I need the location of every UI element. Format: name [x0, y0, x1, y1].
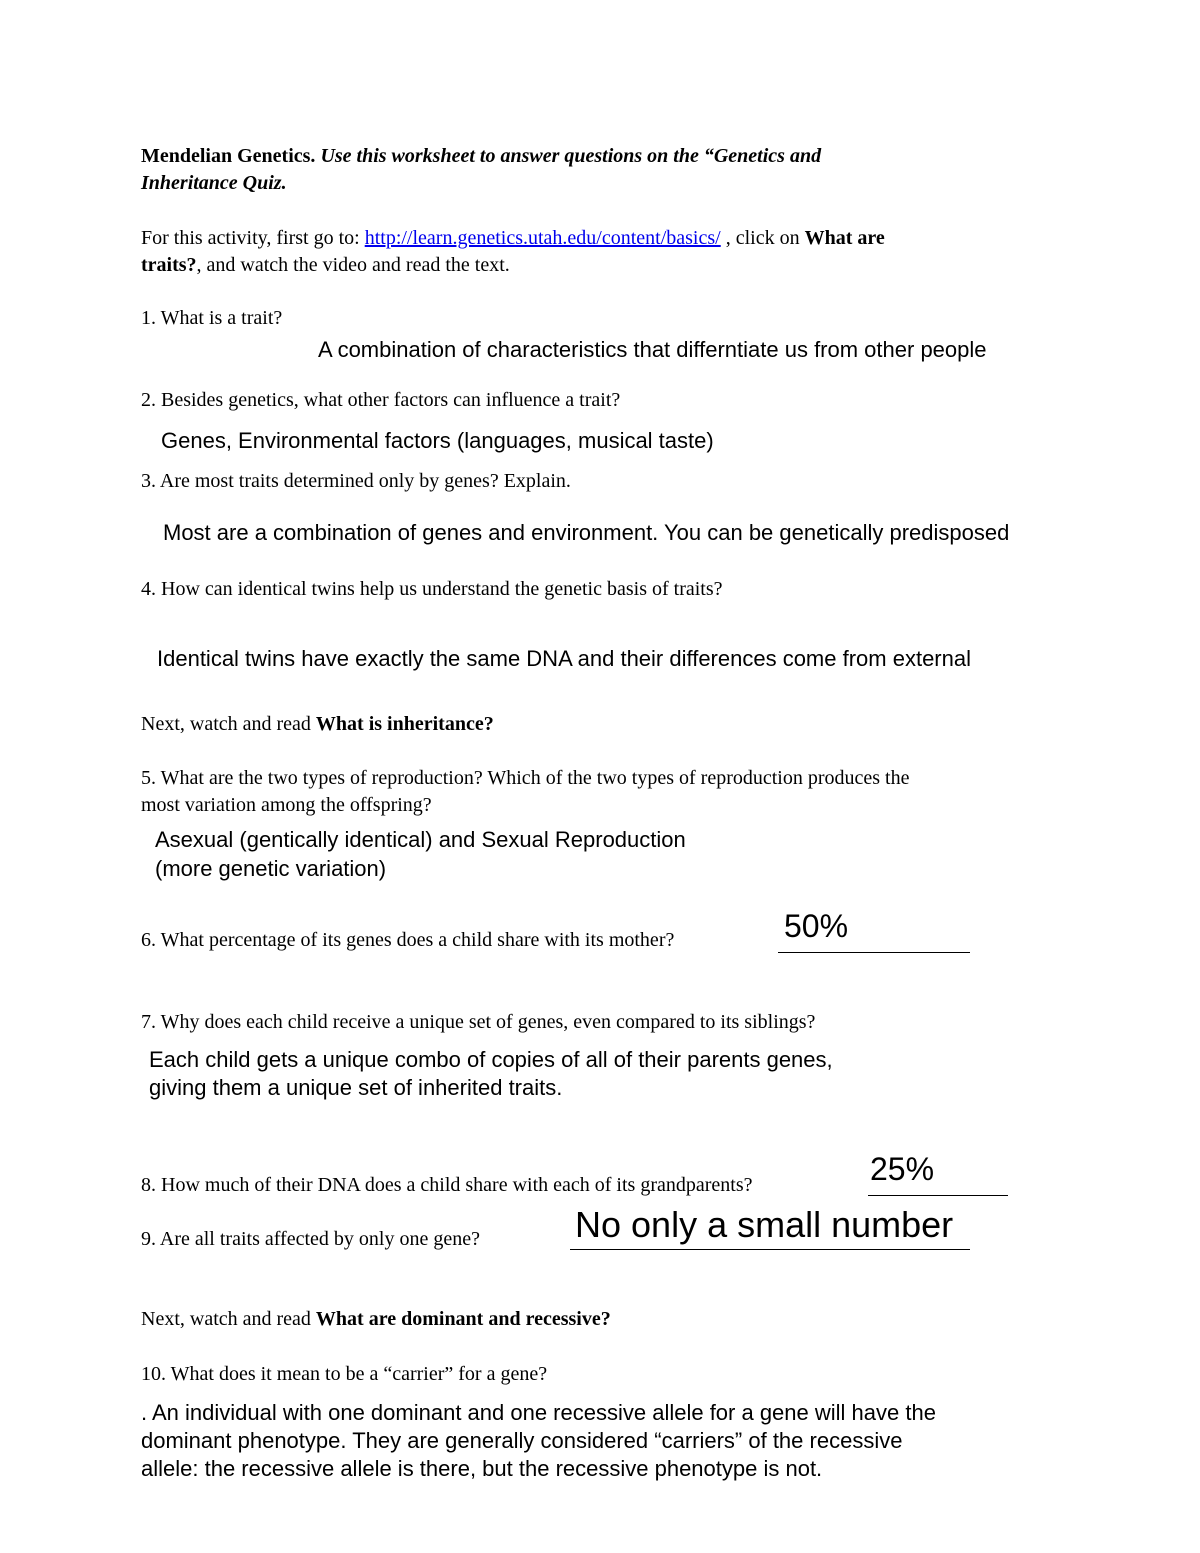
answer-6-underline — [778, 952, 970, 953]
answer-4: Identical twins have exactly the same DNA and their differences come from external — [157, 646, 971, 671]
question-5: 5. What are the two types of reproduction? Which of the two types of reproduction produces the — [141, 767, 910, 789]
answer-10: . An individual with one dominant and one recessive allele for a gene will have the — [141, 1400, 936, 1425]
answer-7-cont: giving them a unique set of inherited traits. — [149, 1075, 563, 1100]
question-3: 3. Are most traits determined only by genes? Explain. — [141, 470, 571, 492]
question-4: 4. How can identical twins help us understand the genetic basis of traits? — [141, 578, 723, 600]
question-8: 8. How much of their DNA does a child share with each of its grandparents? — [141, 1174, 753, 1196]
answer-10-cont-2: allele: the recessive allele is there, but the recessive phenotype is not. — [141, 1456, 823, 1481]
intro-line-2: traits?, and watch the video and read the text. — [141, 254, 510, 276]
question-10: 10. What does it mean to be a “carrier” for a gene? — [141, 1363, 548, 1385]
answer-6: 50% — [784, 908, 849, 944]
answer-10-cont: dominant phenotype. They are generally considered “carriers” of the recessive — [141, 1428, 903, 1453]
section-inheritance: Next, watch and read What is inheritance? — [141, 713, 494, 735]
answer-2: Genes, Environmental factors (languages, musical taste) — [161, 428, 714, 453]
worksheet-instruction-cont: Inheritance Quiz. — [141, 172, 287, 194]
question-5-cont: most variation among the offspring? — [141, 794, 432, 816]
worksheet-title: Mendelian Genetics. — [141, 145, 316, 167]
section-dominant-recessive: Next, watch and read What are dominant and recessive? — [141, 1308, 611, 1330]
answer-3: Most are a combination of genes and environment. You can be genetically predisposed — [163, 520, 1010, 545]
worksheet-heading — [141, 143, 821, 169]
answer-1: A combination of characteristics that differntiate us from other people — [318, 337, 987, 362]
genetics-link[interactable]: http://learn.genetics.utah.edu/content/basics/ — [364, 227, 721, 249]
answer-5-cont: (more genetic variation) — [155, 856, 387, 881]
answer-8: 25% — [870, 1151, 935, 1187]
question-9: 9. Are all traits affected by only one gene? — [141, 1228, 480, 1250]
answer-8-underline — [868, 1195, 1008, 1196]
question-7: 7. Why does each child receive a unique set of genes, even compared to its siblings? — [141, 1011, 816, 1033]
worksheet-instruction: Use this worksheet to answer questions on the “Genetics and — [320, 145, 822, 167]
intro-line-1: For this activity, first go to: http://learn.genetics.utah.edu/content/basics/ , click on What are — [141, 227, 885, 249]
question-1: 1. What is a trait? — [141, 307, 283, 329]
question-2: 2. Besides genetics, what other factors can influence a trait? — [141, 389, 621, 411]
answer-9-underline — [570, 1249, 970, 1250]
answer-5: Asexual (gentically identical) and Sexual Reproduction — [155, 827, 686, 852]
answer-9: No only a small number — [575, 1204, 954, 1245]
answer-7: Each child gets a unique combo of copies of all of their parents genes, — [149, 1047, 833, 1072]
question-6: 6. What percentage of its genes does a child share with its mother? — [141, 929, 675, 951]
